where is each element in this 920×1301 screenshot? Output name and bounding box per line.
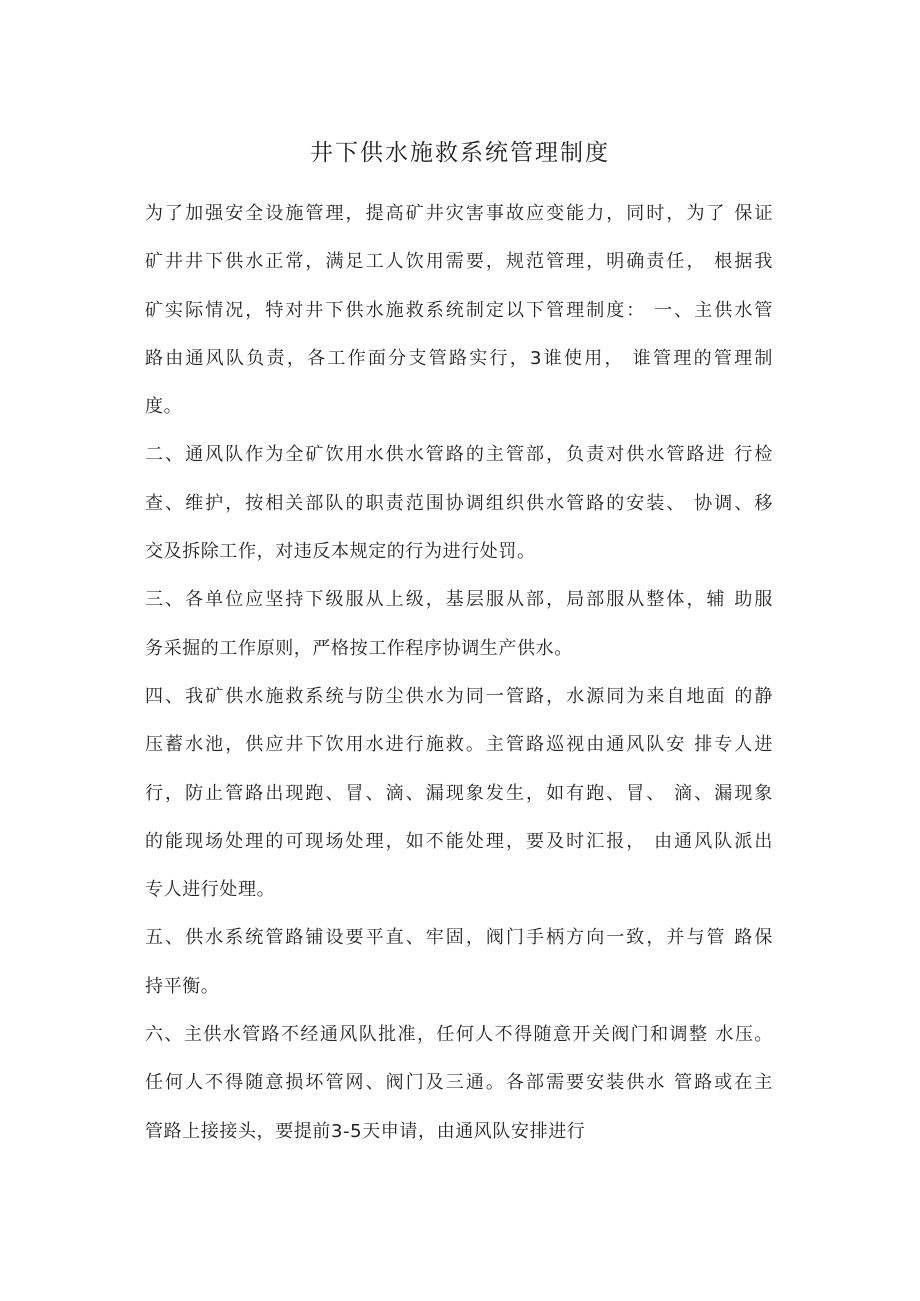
body-line: 矿井井下供水正常，满足工人饮用需要，规范管理，明确责任， 根据我 xyxy=(145,251,773,273)
body-line: 查、维护，按相关部队的职责范围协调组织供水管路的安装、 协调、移 xyxy=(145,492,773,514)
body-line: 务采掘的工作原则，严格按工作程序协调生产供水。 xyxy=(145,637,573,659)
body-line: 度。 xyxy=(145,396,183,418)
body-line: 路由通风队负责，各工作面分支管路实行，3谁使用， 谁管理的管理制 xyxy=(145,347,773,369)
body-line: 六、主供水管路不经通风队批准，任何人不得随意开关阀门和调整 水压。 xyxy=(145,1024,773,1046)
body-line: 三、各单位应坚持下级服从上级，基层服从部，局部服从整体，辅 助服 xyxy=(145,589,773,611)
body-line: 持平衡。 xyxy=(145,975,220,997)
body-line: 为了加强安全设施管理，提高矿井灾害事故应变能力，同时，为了 保证 xyxy=(145,203,773,224)
body-line: 二、通风队作为全矿饮用水供水管路的主管部，负责对供水管路进 行检 xyxy=(145,444,773,466)
body-line: 五、供水系统管路铺设要平直、牢固，阀门手柄方向一致，并与管 路保 xyxy=(145,927,773,949)
body-line: 的能现场处理的可现场处理，如不能处理，要及时汇报， 由通风队派出 xyxy=(145,830,773,852)
document-title: 井下供水施救系统管理制度 xyxy=(310,140,610,166)
body-line: 四、我矿供水施救系统与防尘供水为同一管路，水源同为来自地面 的静 xyxy=(145,685,773,707)
body-line: 管路上接接头，要提前3-5天申请，由通风队安排进行 xyxy=(145,1120,586,1142)
body-line: 矿实际情况，特对井下供水施救系统制定以下管理制度： 一、主供水管 xyxy=(145,299,773,321)
body-line: 交及拆除工作，对违反本规定的行为进行处罚。 xyxy=(145,541,536,563)
document-body xyxy=(145,196,785,1162)
body-line: 行，防止管路出现跑、冒、滴、漏现象发生，如有跑、冒、 滴、漏现象 xyxy=(145,782,773,804)
body-line: 任何人不得随意损坏管网、阀门及三通。各部需要安装供水 管路或在主 xyxy=(145,1072,773,1094)
body-line: 专人进行处理。 xyxy=(145,879,276,901)
body-line: 压蓄水池，供应井下饮用水进行施救。主管路巡视由通风队安 排专人进 xyxy=(145,734,773,756)
